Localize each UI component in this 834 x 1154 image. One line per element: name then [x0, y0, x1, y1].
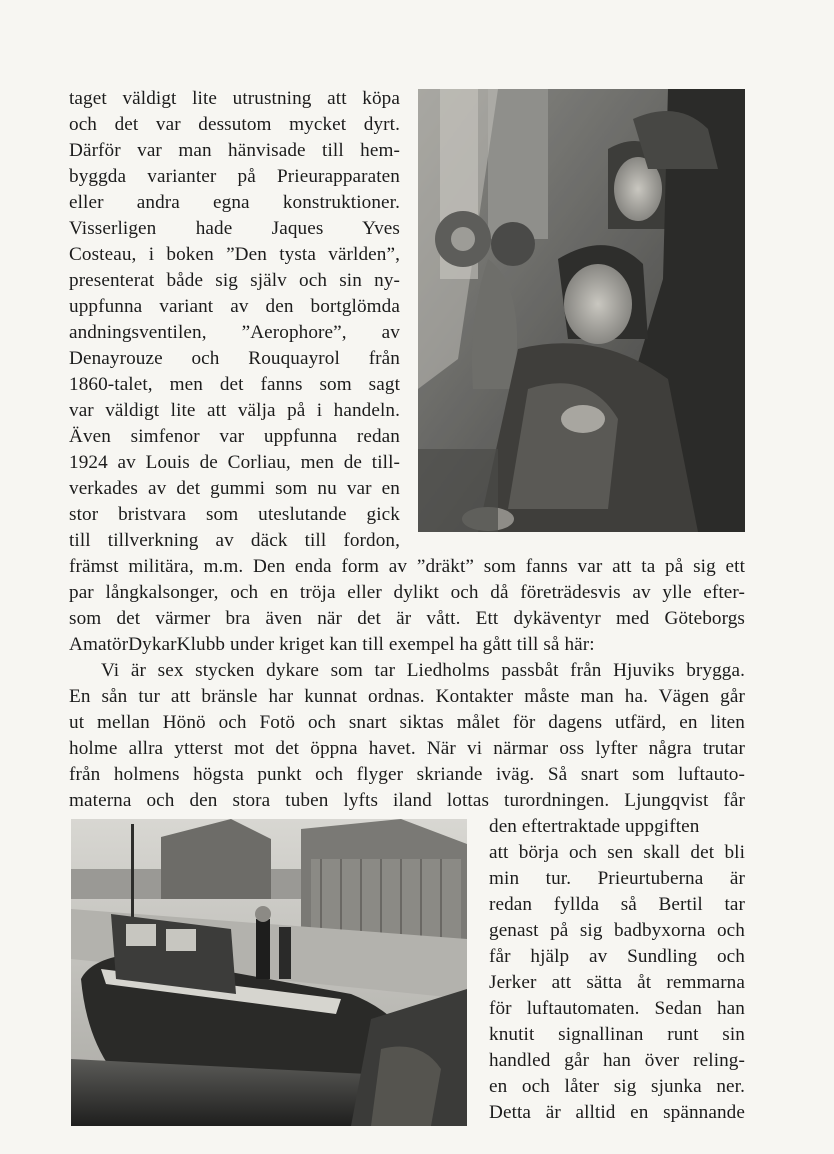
text-line: Detta är alltid en spännande — [489, 1102, 745, 1123]
text-line: 1924 av Louis de Corliau, men de till- — [69, 452, 400, 473]
text-line: AmatörDykarKlubb under kriget kan till exempel ha gått till så här: — [69, 634, 595, 655]
text-line: min tur. Prieurtuberna är — [489, 868, 745, 889]
text-line: som det värmer bra även när det är vått. Ett dykäventyr med Göteborgs — [69, 608, 745, 629]
text-line: andningsventilen, ”Aerophore”, av — [69, 322, 400, 343]
text-line: par långkalsonger, och en tröja eller dylikt och då företrädesvis av ylle efter- — [69, 582, 745, 603]
text-line: knutit signallinan runt sin — [489, 1024, 745, 1045]
text-line: var väldigt lite att välja på i handeln. — [69, 400, 400, 421]
text-line: främst militära, m.m. Den enda form av ”dräkt” som fanns var att ta på sig ett — [69, 556, 745, 577]
text-line: Även simfenor var uppfunna redan — [69, 426, 400, 447]
text-line: materna och den stora tuben lyfts iland lottas turordningen. Ljungqvist får — [69, 790, 745, 811]
photo-boat-at-harbour — [71, 819, 467, 1126]
text-line: från holmens högsta punkt och flyger skriande iväg. Så snart som luftauto- — [69, 764, 745, 785]
text-line: holme allra ytterst mot det öppna havet. När vi närmar oss lyfter några trutar — [69, 738, 745, 759]
text-line: handled går han över reling- — [489, 1050, 745, 1071]
text-line: genast på sig badbyxorna och — [489, 920, 745, 941]
text-line: uppfunna variant av den bortglömda — [69, 296, 400, 317]
text-line: den eftertraktade uppgiften — [489, 816, 700, 837]
text-line: byggda varianter på Prieurapparaten — [69, 166, 400, 187]
text-line: Jerker att sätta åt remmarna — [489, 972, 745, 993]
text-line: 1860-talet, men det fanns som sagt — [69, 374, 400, 395]
text-line: verkades av det gummi som nu var en — [69, 478, 400, 499]
text-line: Denayrouze och Rouquayrol från — [69, 348, 400, 369]
text-line: stor bristvara som uteslutande gick — [69, 504, 400, 525]
text-line: till tillverkning av däck till fordon, — [69, 530, 400, 551]
text-line-indented: Vi är sex stycken dykare som tar Liedholms passbåt från Hjuviks brygga. — [101, 660, 745, 681]
text-line: Därför var man hänvisade till hem- — [69, 140, 400, 161]
text-line: en och låter sig sjunka ner. — [489, 1076, 745, 1097]
text-line: ut mellan Hönö och Fotö och snart siktas målet för dagens utfärd, en liten — [69, 712, 745, 733]
text-line: taget väldigt lite utrustning att köpa — [69, 88, 400, 109]
text-line: och det var dessutom mycket dyrt. — [69, 114, 400, 135]
photo-diver-on-deck — [418, 89, 745, 532]
text-line: får hjälp av Sundling och — [489, 946, 745, 967]
text-line: redan fyllda så Bertil tar — [489, 894, 745, 915]
text-line: eller andra egna konstruktioner. — [69, 192, 400, 213]
text-line: presenterat både sig själv och sin ny- — [69, 270, 400, 291]
text-line: En sån tur att bränsle har kunnat ordnas. Kontakter måste man ha. Vägen går — [69, 686, 745, 707]
text-line: Visserligen hade Jaques Yves — [69, 218, 400, 239]
text-line: för luftautomaten. Sedan han — [489, 998, 745, 1019]
text-line: Costeau, i boken ”Den tysta världen”, — [69, 244, 400, 265]
text-line: att börja och sen skall det bli — [489, 842, 745, 863]
